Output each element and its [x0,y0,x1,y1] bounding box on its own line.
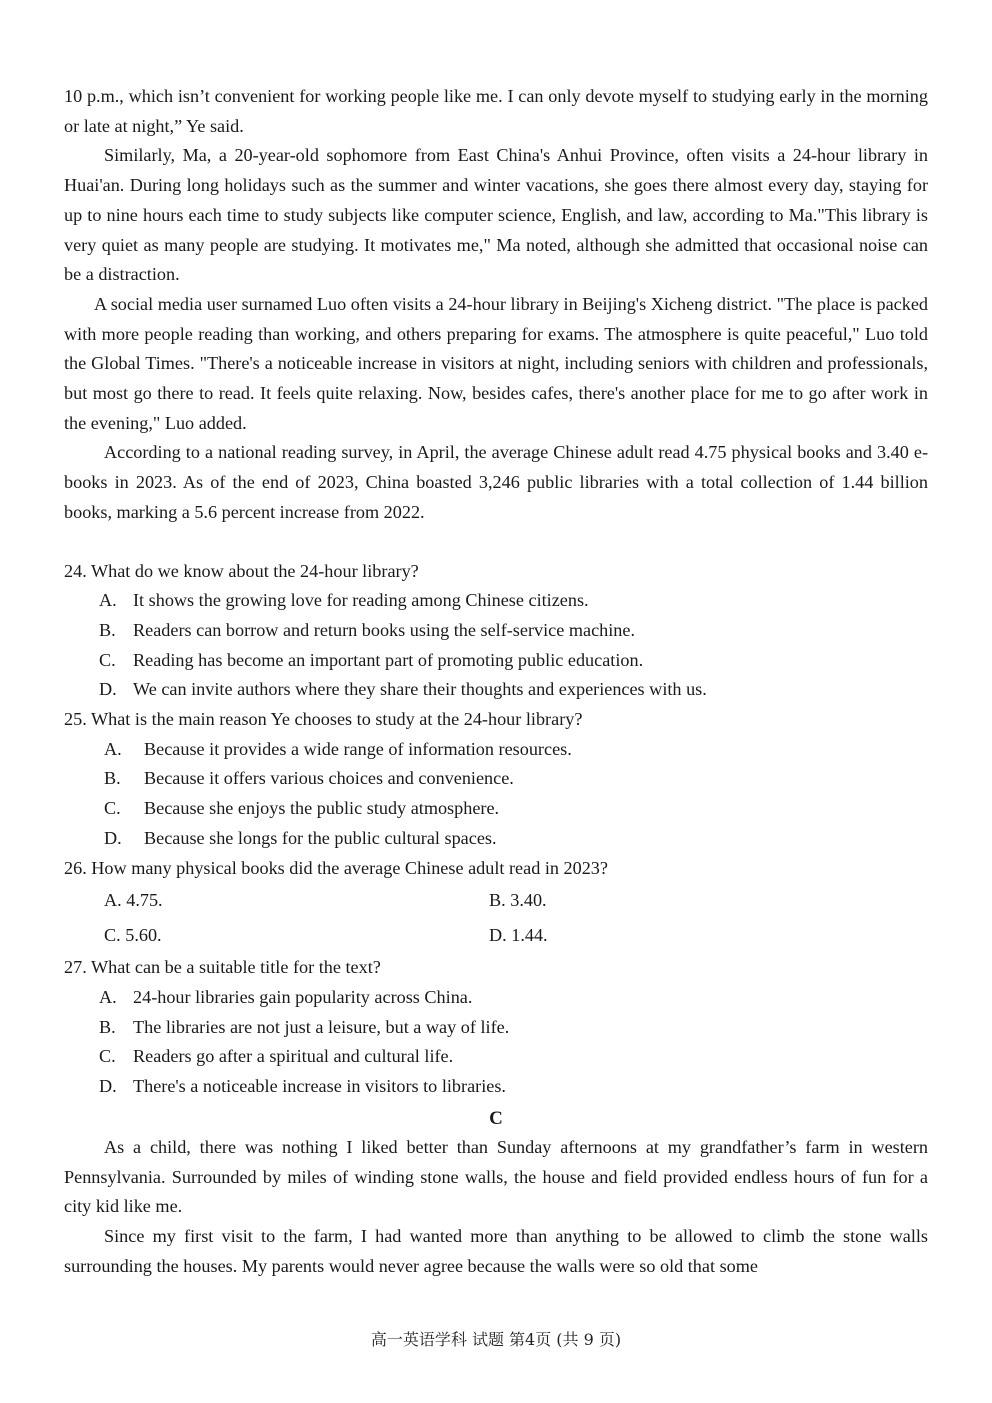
option-text: Readers go after a spiritual and cultural life. [133,1046,454,1067]
option-text: It shows the growing love for reading among Chinese citizens. [133,590,589,611]
option-text: We can invite authors where they share their thoughts and experiences with us. [133,679,707,700]
passage-b-paragraph-1: 10 p.m., which isn’t convenient for working people like me. I can only devote myself to studying early in the morning or late at night,” Ye said. [64,86,928,136]
option-letter: D. [99,1076,117,1097]
q27-option-b [64,1013,928,1043]
passage-c-paragraph-2: Since my first visit to the farm, I had wanted more than anything to be allowed to climb the stone walls surrounding the houses. My parents would never agree because the walls were so old that some [64,1225,928,1276]
q27-option-a [64,983,928,1013]
q26-option-c: C. 5.60. [104,925,162,946]
passage-b-paragraph-2: Similarly, Ma, a 20-year-old sophomore from East China's Anhui Province, often visits a 24-hour library in Huai'an. During long holidays such as the summer and winter vacations, she goes there almost every day, staying for up to nine hours each time to study subjects like computer science, English, and law, according to Ma."This library is very quiet as many people are studying. It motivates me," Ma noted, although she admitted that occasional noise can be a distraction. [64,145,928,285]
q24-option-b [64,616,928,646]
option-text: 24-hour libraries gain popularity across China. [133,986,473,1007]
question-25-stem: 25. What is the main reason Ye chooses to study at the 24-hour library? [64,709,583,730]
passage-b-paragraph-4: According to a national reading survey, in April, the average Chinese adult read 4.75 physical books and 3.40 e-books in 2023. As of the end of 2023, China boasted 3,246 public libraries with a total collection of 1.44 billion books, marking a 5.6 percent increase from 2022. [64,442,928,522]
q26-options-grid [64,883,928,953]
section-heading-c: C [489,1107,503,1129]
q26-option-b: B. 3.40. [489,890,547,911]
option-text: Because she enjoys the public study atmosphere. [144,798,500,819]
passage-b-paragraph-3: A social media user surnamed Luo often visits a 24-hour library in Beijing's Xicheng district. "The place is packed with more people reading than working, and others preparing for exams. The atmosphere is quite peaceful," Luo told the Global Times. "There's a noticeable increase in visitors at night, including seniors with children and professionals, but most go there to read. It feels quite relaxing. Now, besides cafes, there's another place for me to go after work in the evening," Luo added. [64,293,928,433]
q24-option-a [64,586,928,616]
option-letter: C. [99,1046,116,1067]
question-26-stem: 26. How many physical books did the average Chinese adult read in 2023? [64,857,608,878]
exam-page [64,82,928,1281]
question-27-stem: 27. What can be a suitable title for the text? [64,957,381,978]
option-letter: C. [99,649,116,670]
option-letter: A. [99,986,117,1007]
q25-option-a [64,735,928,765]
question-24-stem: 24. What do we know about the 24-hour library? [64,560,419,581]
q24-option-d [64,675,928,705]
option-text: There's a noticeable increase in visitors to libraries. [133,1076,506,1097]
option-letter: B. [99,619,116,640]
q25-option-b [64,764,928,794]
q25-option-c [64,794,928,824]
option-text: Readers can borrow and return books using the self-service machine. [133,619,636,640]
q27-option-c [64,1042,928,1072]
option-text: Because she longs for the public cultural spaces. [144,827,497,848]
passage-c-paragraph-1: As a child, there was nothing I liked better than Sunday afternoons at my grandfather’s farm in western Pennsylvania. Surrounded by miles of winding stone walls, the house and field provided endless hours of fun for a city kid like me. [64,1136,928,1217]
option-text: Reading has become an important part of promoting public education. [133,649,644,670]
option-text: The libraries are not just a leisure, but a way of life. [133,1016,510,1037]
option-letter: A. [99,590,117,611]
q27-option-d [64,1072,928,1102]
q26-option-d: D. 1.44. [489,925,548,946]
option-letter: B. [99,1016,116,1037]
option-letter: A. [104,738,122,759]
option-letter: B. [104,768,121,789]
option-letter: C. [104,798,121,819]
option-text: Because it offers various choices and convenience. [144,768,514,789]
option-letter: D. [104,827,122,848]
option-text: Because it provides a wide range of information resources. [144,738,572,759]
q24-option-c [64,646,928,676]
q25-option-d [64,824,928,854]
spacer [64,528,928,557]
page-footer: 高一英语学科 试题 第4页 (共 9 页) [370,1330,622,1349]
option-letter: D. [99,679,117,700]
q26-option-a: A. 4.75. [104,890,163,911]
